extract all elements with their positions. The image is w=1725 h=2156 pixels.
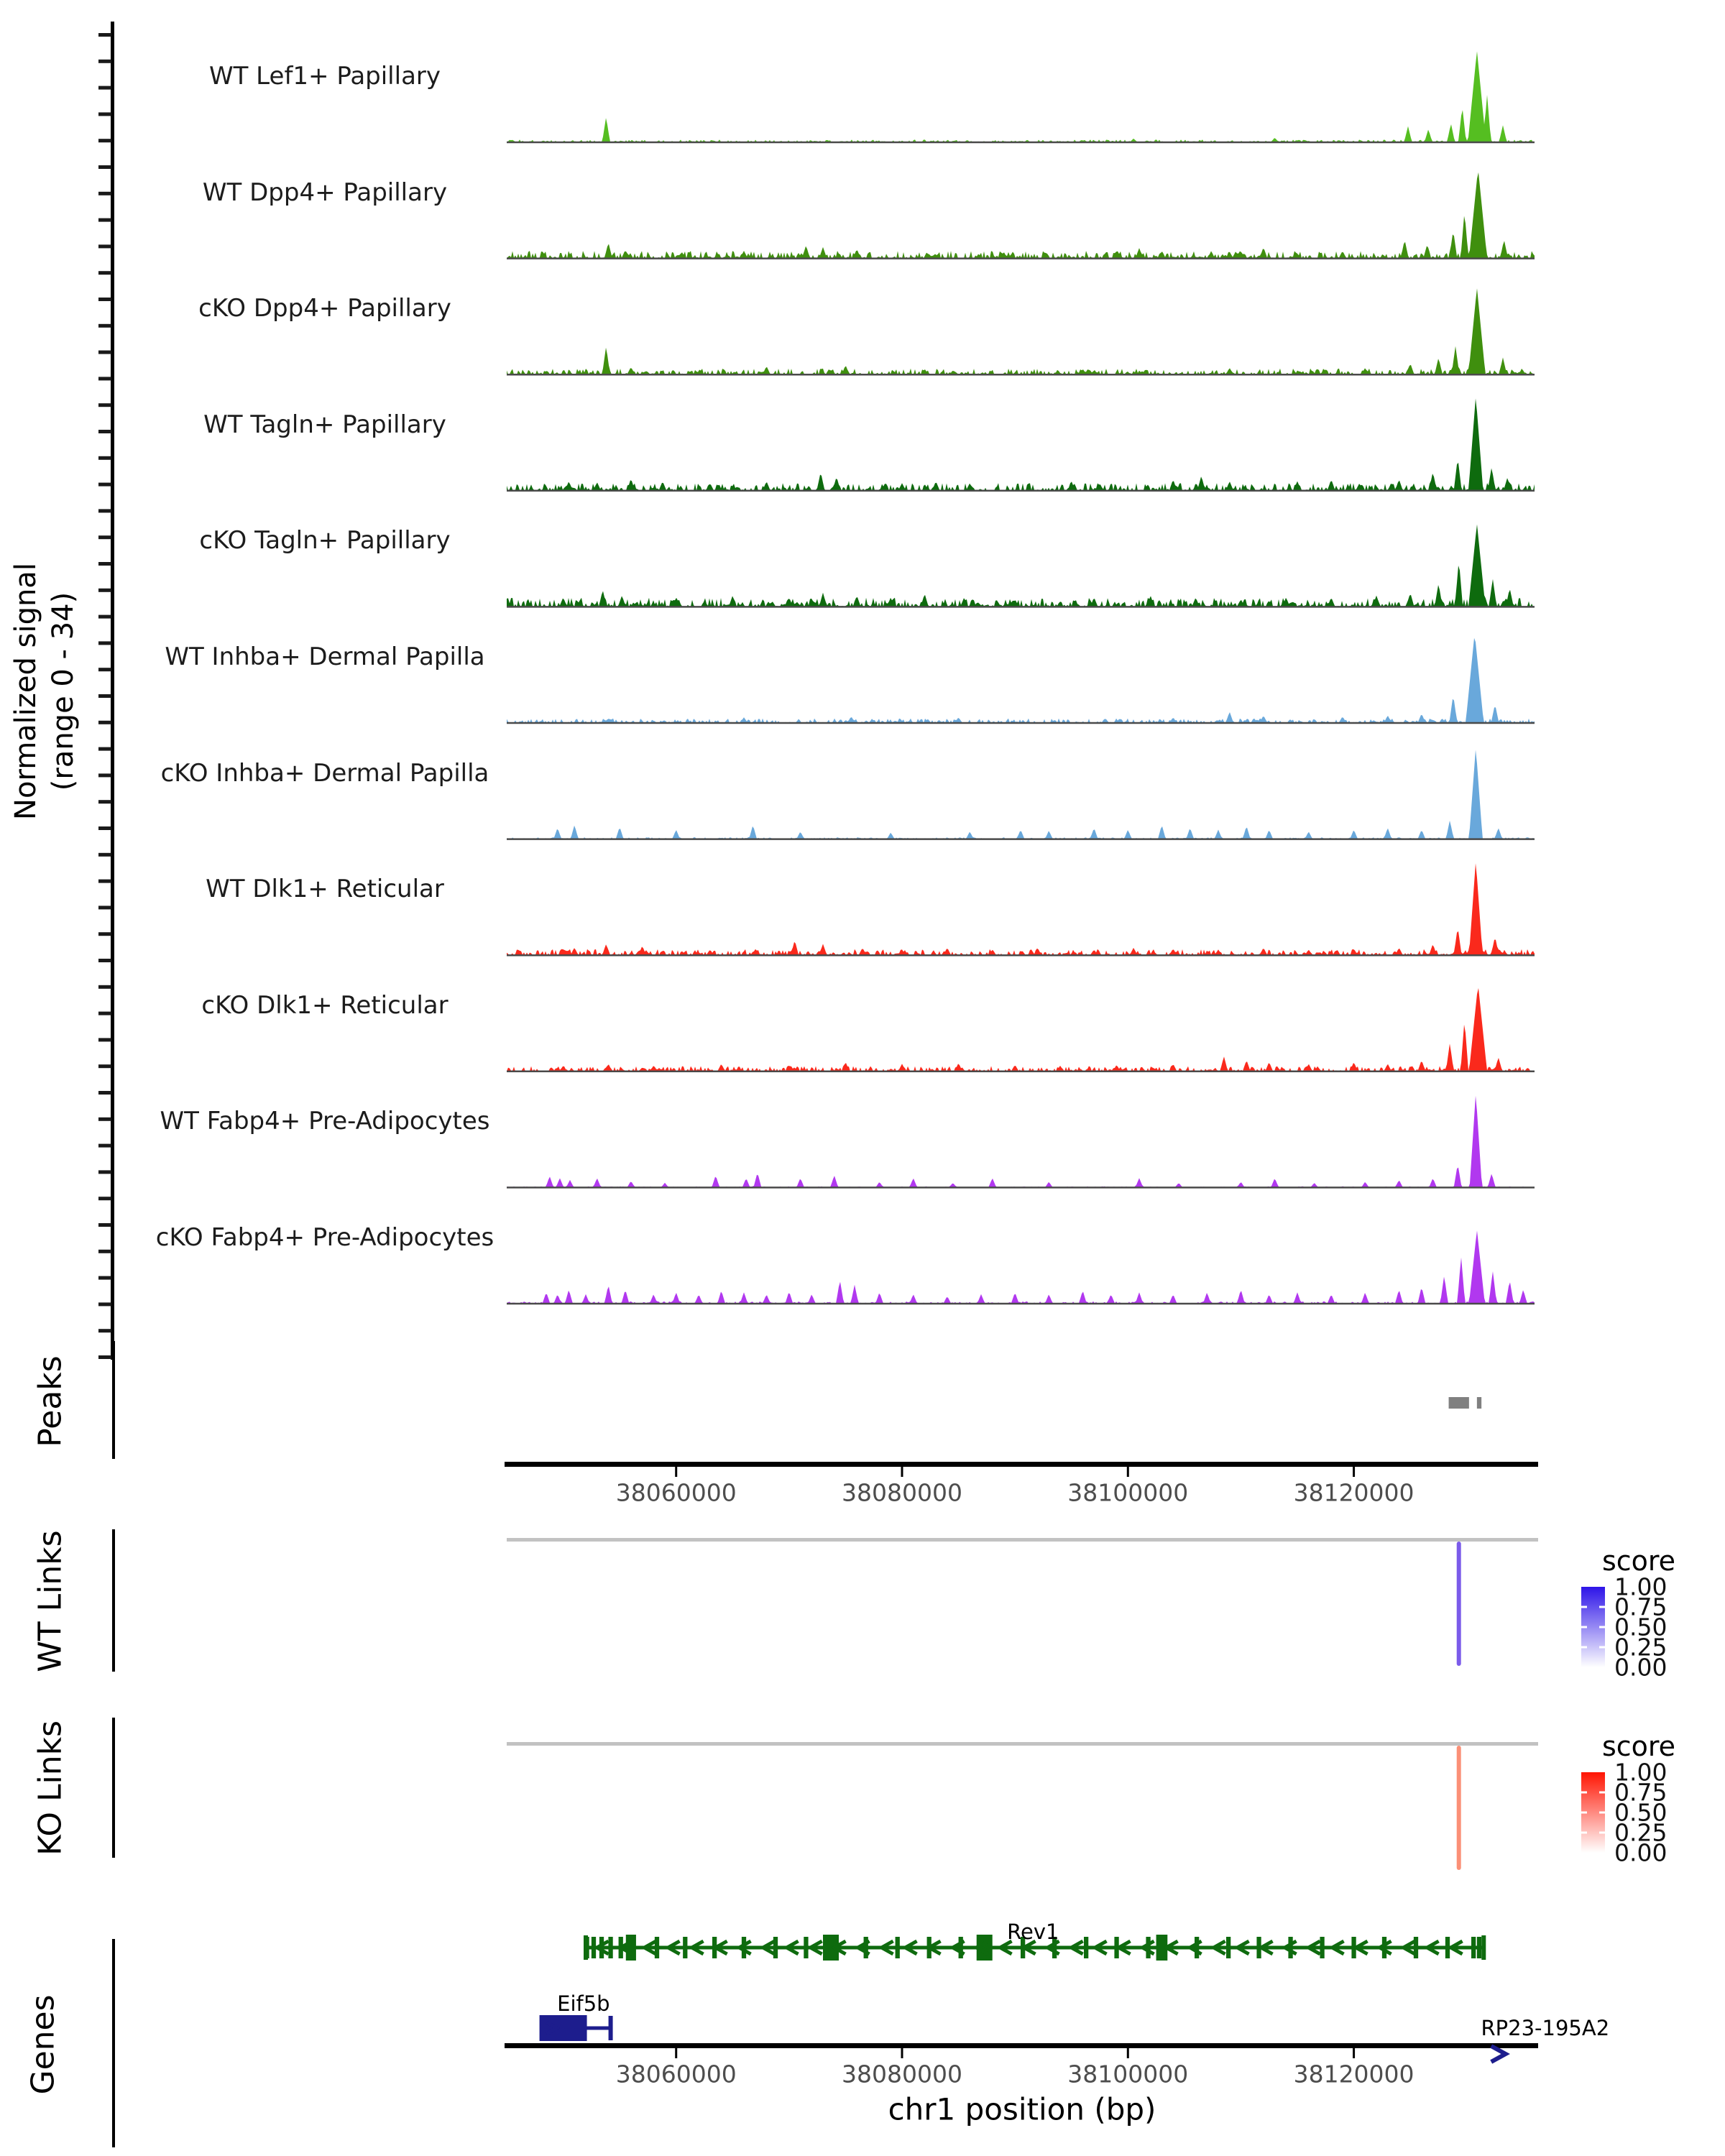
signal-axis-tick [98, 218, 111, 222]
bottom-axis-tick-label: 38060000 [615, 2060, 737, 2088]
signal-axis-tick [98, 932, 111, 936]
coverage-area [507, 863, 1535, 955]
track-label: cKO Dpp4+ Papillary [198, 294, 451, 323]
x-axis-title: chr1 position (bp) [888, 2091, 1156, 2127]
signal-axis-tick [98, 271, 111, 275]
ko-links-bar-notch [1599, 1792, 1605, 1794]
gene-exon [1226, 1937, 1230, 1958]
signal-axis-tick [98, 324, 111, 328]
gene-exon [1084, 1937, 1088, 1958]
coverage-area [507, 988, 1535, 1072]
wt-links-bar-notch [1581, 1626, 1587, 1628]
genes-bracket [112, 1939, 115, 2147]
signal-axis-tick [98, 721, 111, 724]
ko-links-bar-notch [1599, 1812, 1605, 1814]
peaks-axis-tick-label: 38060000 [615, 1478, 737, 1507]
signal-axis-tick [98, 60, 111, 63]
signal-axis-tick [98, 1064, 111, 1068]
wt-links-legend-label: 0.25 [1614, 1633, 1668, 1662]
peaks-section-label: Peaks [32, 1355, 69, 1447]
gene-strand-arrow [1491, 2046, 1506, 2062]
track-label: WT Lef1+ Papillary [208, 62, 441, 91]
signal-axis-tick [98, 853, 111, 857]
ko-links-legend-label: 1.00 [1614, 1758, 1668, 1787]
signal-axis-tick [98, 668, 111, 671]
signal-axis-tick [98, 139, 111, 142]
ko-links-bracket [112, 1718, 115, 1858]
signal-axis-tick [98, 1276, 111, 1280]
signal-axis-tick [98, 33, 111, 37]
signal-axis-tick [98, 456, 111, 460]
coverage-area [507, 1230, 1535, 1304]
peak-box [1449, 1397, 1469, 1409]
ko-links-bar-notch [1581, 1812, 1587, 1814]
wt-links-baseline [507, 1538, 1538, 1542]
gene-exon [1288, 1937, 1292, 1958]
signal-axis-tick [98, 1250, 111, 1253]
ko-links-bar-notch [1581, 1832, 1587, 1834]
bottom-axis-tick [901, 2048, 903, 2058]
coverage-area [507, 750, 1535, 839]
track-label: cKO Inhba+ Dermal Papilla [160, 758, 489, 788]
wt-links-bar-notch [1599, 1606, 1605, 1608]
ko-links-bar-notch [1599, 1832, 1605, 1834]
signal-axis-tick [98, 403, 111, 407]
signal-axis-tick [98, 1223, 111, 1227]
peaks-axis-line [505, 1462, 1538, 1467]
signal-axis-tick [98, 351, 111, 354]
signal-axis-tick [98, 483, 111, 487]
signal-axis-tick [98, 589, 111, 592]
signal-axis-tick [98, 509, 111, 512]
bottom-axis-tick-label: 38100000 [1067, 2060, 1189, 2088]
signal-axis-tick [98, 1329, 111, 1332]
peaks-axis-tick [901, 1467, 903, 1477]
genes-section-label: Genes [24, 1994, 62, 2095]
signal-axis-tick [98, 112, 111, 116]
wt-links-bar-notch [1581, 1646, 1587, 1649]
peaks-axis-tick [675, 1467, 677, 1477]
signal-axis-tick [98, 880, 111, 883]
track-label: WT Inhba+ Dermal Papilla [165, 642, 485, 671]
gene-label: Rev1 [1007, 1920, 1059, 1944]
bottom-axis-tick-label: 38120000 [1293, 2060, 1414, 2088]
signal-axis-tick [98, 430, 111, 433]
signal-axis-tick [98, 773, 111, 777]
wt-links-legend-label: 0.75 [1614, 1593, 1668, 1621]
gene-exon [540, 2015, 587, 2041]
peaks-axis-tick-label: 38120000 [1293, 1478, 1414, 1507]
gene-exon [1471, 1937, 1476, 1958]
gene-exon [896, 1937, 900, 1958]
signal-axis-tick [98, 1355, 111, 1359]
signal-axis-tick [98, 562, 111, 566]
signal-axis-tick [98, 1118, 111, 1121]
signal-axis-tick [98, 800, 111, 803]
signal-axis-tick [98, 615, 111, 619]
track-label: WT Tagln+ Papillary [203, 410, 446, 439]
signal-axis-tick [98, 694, 111, 698]
signal-axis-tick [98, 641, 111, 645]
bottom-axis-line [505, 2043, 1538, 2048]
signal-axis-label-line1: Normalized signal [9, 563, 42, 820]
track-label: cKO Fabp4+ Pre-Adipocytes [155, 1223, 494, 1252]
coverage-area [507, 51, 1535, 142]
wt-links-link-line [1457, 1542, 1461, 1666]
signal-axis-tick [98, 1012, 111, 1015]
wt-links-legend-title: score [1601, 1545, 1676, 1577]
wt-links-bar-notch [1599, 1646, 1605, 1649]
coverage-area [507, 172, 1535, 259]
gene-exon [1477, 1937, 1481, 1958]
signal-axis-tick [98, 244, 111, 248]
peaks-axis-tick [1353, 1467, 1355, 1477]
wt-links-legend-label: 1.00 [1614, 1572, 1668, 1601]
wt-links-legend-label: 0.50 [1614, 1613, 1668, 1641]
coverage-area [507, 288, 1535, 374]
ko-links-legend-title: score [1601, 1731, 1676, 1762]
ko-links-legend-label: 0.50 [1614, 1798, 1668, 1827]
track-label: WT Dlk1+ Reticular [206, 875, 444, 904]
gene-exon [773, 1937, 778, 1958]
gene-end-cap [1481, 1935, 1486, 1960]
gene-exon [1146, 1937, 1150, 1958]
gene-end-cap [609, 2016, 613, 2040]
signal-axis-tick [98, 826, 111, 830]
gene-label: Eif5b [557, 1991, 610, 2016]
signal-axis-tick [98, 165, 111, 169]
ko-links-baseline [507, 1742, 1538, 1746]
signal-axis-tick [98, 959, 111, 962]
ko-links-legend-label: 0.75 [1614, 1778, 1668, 1807]
wt-links-bar-notch [1599, 1626, 1605, 1628]
signal-axis-tick [98, 1091, 111, 1095]
signal-axis-tick [98, 1170, 111, 1174]
wt-links-bar-notch [1581, 1606, 1587, 1608]
signal-axis-tick [98, 86, 111, 90]
coverage-area [507, 1096, 1535, 1188]
coverage-area [507, 399, 1535, 491]
signal-axis-tick [98, 298, 111, 301]
gene-exon [626, 1935, 636, 1961]
signal-axis-tick [98, 985, 111, 989]
gene-exon [1414, 1937, 1418, 1958]
signal-axis-tick [98, 747, 111, 751]
bottom-axis-tick [675, 2048, 677, 2058]
gene-exon [655, 1937, 659, 1958]
bottom-axis-tick [1353, 2048, 1355, 2058]
ko-links-section-label: KO Links [32, 1720, 69, 1856]
gene-label: RP23-195A2 [1481, 2016, 1610, 2040]
track-label: cKO Dlk1+ Reticular [201, 990, 448, 1020]
gene-exon [864, 1937, 868, 1958]
bottom-axis-tick [1127, 2048, 1129, 2058]
bottom-axis-tick-label: 38080000 [842, 2060, 962, 2088]
signal-axis-label-line2: (range 0 - 34) [47, 591, 80, 791]
signal-axis-tick [98, 1302, 111, 1306]
signal-axis-tick [98, 377, 111, 380]
gene-exon [584, 1937, 589, 1958]
signal-axis-tick [98, 535, 111, 539]
signal-axis-tick [98, 192, 111, 195]
track-label: WT Fabp4+ Pre-Adipocytes [160, 1107, 490, 1136]
gene-exon [1320, 1937, 1324, 1958]
ko-links-bar-notch [1581, 1792, 1587, 1794]
gene-exon [608, 1937, 612, 1958]
signal-axis-tick [98, 1144, 111, 1148]
peaks-axis-tick-label: 38080000 [842, 1478, 962, 1507]
gene-exon [1195, 1937, 1199, 1958]
signal-axis-tick [98, 1197, 111, 1200]
gene-exon [959, 1937, 963, 1958]
track-label: cKO Tagln+ Papillary [199, 526, 451, 556]
peaks-axis-tick-label: 38100000 [1067, 1478, 1189, 1507]
signal-axis-line [111, 22, 114, 1360]
peaks-axis-tick [1127, 1467, 1129, 1477]
wt-links-bracket [112, 1529, 115, 1672]
wt-links-legend-label: 0.00 [1614, 1653, 1668, 1682]
ko-links-legend-label: 0.00 [1614, 1838, 1668, 1867]
signal-axis-tick [98, 1038, 111, 1041]
peaks-bracket [112, 1341, 115, 1459]
gene-exon [683, 1937, 687, 1958]
coverage-area [507, 525, 1535, 607]
track-label: WT Dpp4+ Papillary [202, 178, 448, 207]
coverage-area [507, 638, 1535, 723]
signal-axis-tick [98, 906, 111, 909]
ko-links-legend-label: 0.25 [1614, 1818, 1668, 1847]
wt-links-section-label: WT Links [32, 1530, 69, 1672]
ko-links-link-line [1457, 1746, 1461, 1870]
peak-box [1477, 1397, 1481, 1409]
